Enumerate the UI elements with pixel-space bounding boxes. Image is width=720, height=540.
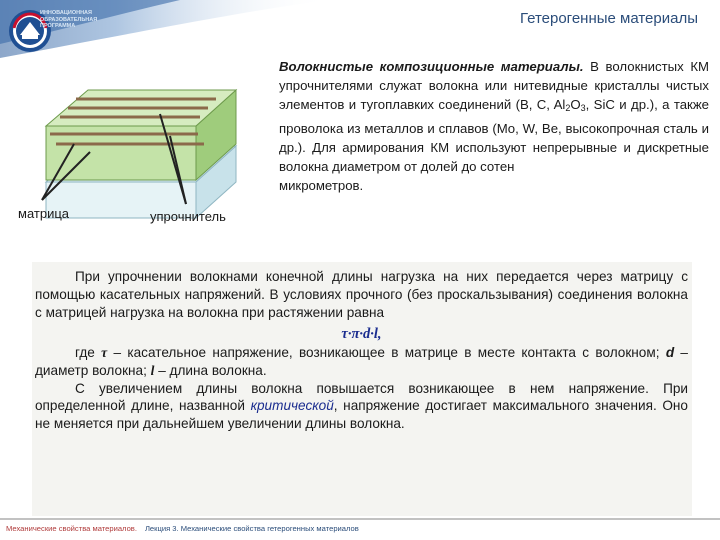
paragraph-critical-length: С увеличением длины волокна повышается возникающее в нем напряжение. При определенной длине, названной критической, напряжение достигает максимального значения. Оно не меняется при дальнейшем увеличении длины волокна. [35,380,688,432]
l-symbol: l [150,362,155,378]
matrix-label: матрица [18,206,70,221]
footer-divider [0,518,720,520]
paragraph-definitions: где τ – касательное напряжение, возникающее в матрице в месте контакта с волокном; d – диаметр волокна; l – длина волокна. [35,344,688,378]
d-symbol: d [665,344,675,360]
footer-lecture: Лекция 3. Механические свойства гетерогенных материалов [144,524,359,533]
slide-title: Гетерогенные материалы [519,10,698,27]
paragraph-load-transfer: При упрочнении волокнами конечной длины нагрузка на них передается через матрицу с помощью касательных напряжений. В условиях прочного (без проскальзывания) соединения волокна с матрицей нагрузка на волокна при растяжении равна [35,269,688,320]
footer [6,524,359,533]
reinforcer-label: упрочнитель [150,209,226,224]
footer-course: Механические свойства материалов. [6,524,137,533]
header-swoosh [0,0,720,60]
intro-paragraph: Волокнистые композиционные материалы. В волокнистых КМ упрочнителями служат волокна или нитевидные кристаллы чистых элементов и тугоплавких соединений (B, C, $Al_2O_3$, SiC и др.), а также проволока из металлов и сплавов (Mo, W, Be, высокопрочная сталь и др.). Для армирования КМ используют непрерывные и дискретные волокна диаметром от долей до сотен микрометров. [279,59,709,194]
logo-caption: ИННОВАЦИОННАЯ ОБРАЗОВАТЕЛЬНАЯ ПРОГРАММА [40,10,98,29]
section-heading: Волокнистые композиционные материалы. [279,59,584,74]
critical-term: критической [250,398,334,414]
load-formula: τ·π·d·l, [341,325,382,342]
tau-symbol: τ [101,344,108,360]
body-text [35,268,688,433]
